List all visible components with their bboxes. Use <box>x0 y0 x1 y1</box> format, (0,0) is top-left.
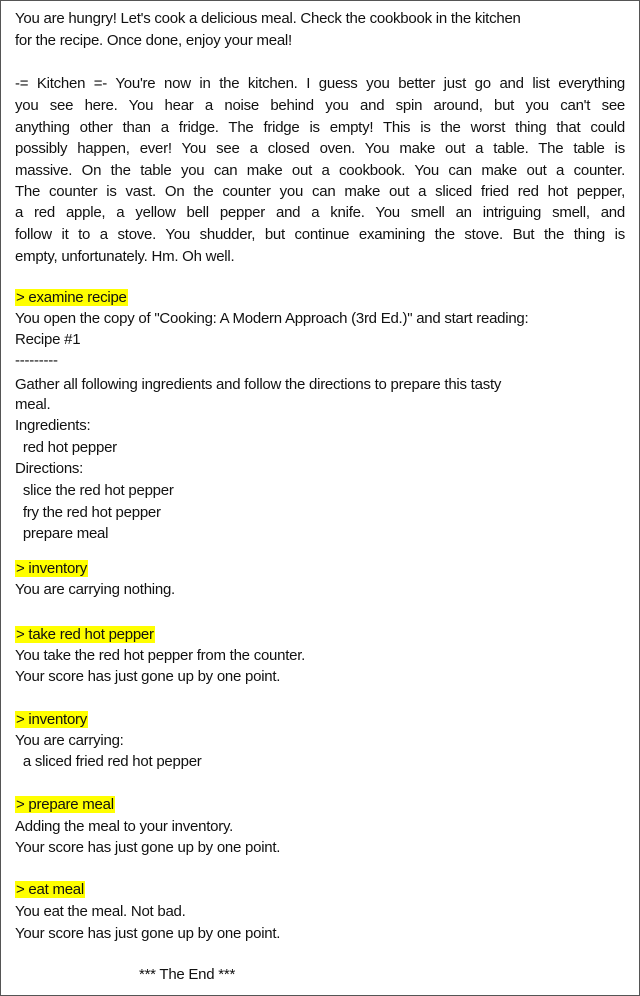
command-line <box>15 795 115 814</box>
room-description-line: follow it to a stove. You shudder, but continue examining the stove. But the thing is <box>15 226 625 243</box>
room-description-line: possibly happen, ever! You see a closed oven. You make out a table. The table is <box>15 140 625 157</box>
response-line: Your score has just gone up by one point. <box>15 668 281 685</box>
response-line: Your score has just gone up by one point. <box>15 925 281 942</box>
response-line: --------- <box>15 352 58 369</box>
response-line: red hot pepper <box>15 439 117 456</box>
intro-line: You are hungry! Let's cook a delicious meal. Check the cookbook in the kitchen <box>15 10 521 27</box>
command-text: > inventory <box>16 711 88 728</box>
intro-line: for the recipe. Once done, enjoy your meal! <box>15 32 292 49</box>
response-line: prepare meal <box>15 525 109 542</box>
ending-text: *** The End *** <box>139 966 236 983</box>
response-line: Ingredients: <box>15 417 91 434</box>
command-text: > inventory <box>16 560 88 577</box>
response-line: Gather all following ingredients and follow the directions to prepare this tasty <box>15 376 502 393</box>
room-description-line: anything other than a fridge. The fridge is empty! This is the worst thing that could <box>15 119 625 136</box>
command-line <box>15 559 88 578</box>
response-line: a sliced fried red hot pepper <box>15 753 202 770</box>
command-text: > take red hot pepper <box>16 626 154 643</box>
room-description-line: massive. On the table you can make out a cookbook. You can make out a counter. <box>15 162 625 179</box>
room-description-line: empty, unfortunately. Hm. Oh well. <box>15 248 235 265</box>
response-line: You are carrying nothing. <box>15 581 175 598</box>
command-line <box>15 710 88 729</box>
command-line <box>15 288 128 307</box>
room-description-line: a red apple, a yellow bell pepper and a knife. You smell an intriguing smell, and <box>15 204 625 221</box>
response-line: Directions: <box>15 460 84 477</box>
response-line: Adding the meal to your inventory. <box>15 818 234 835</box>
response-line: You open the copy of "Cooking: A Modern Approach (3rd Ed.)" and start reading: <box>15 310 529 327</box>
response-line: You eat the meal. Not bad. <box>15 903 186 920</box>
response-line: fry the red hot pepper <box>15 504 161 521</box>
response-line: You take the red hot pepper from the counter. <box>15 647 306 664</box>
response-line: meal. <box>15 396 51 413</box>
response-line: slice the red hot pepper <box>15 482 174 499</box>
command-line <box>15 880 85 899</box>
room-description-line: you see here. You hear a noise behind you and spin around, but you can't see <box>15 97 625 114</box>
room-description-line: The counter is vast. On the counter you can make out a sliced fried red hot pepper, <box>15 183 625 200</box>
command-text: > prepare meal <box>16 796 114 813</box>
command-text: > eat meal <box>16 881 84 898</box>
response-line: Your score has just gone up by one point. <box>15 839 281 856</box>
command-text: > examine recipe <box>16 289 127 306</box>
response-line: You are carrying: <box>15 732 124 749</box>
command-line <box>15 625 155 644</box>
response-line: Recipe #1 <box>15 331 81 348</box>
room-description-line: -= Kitchen =- You're now in the kitchen. I guess you better just go and list everything <box>15 75 625 92</box>
